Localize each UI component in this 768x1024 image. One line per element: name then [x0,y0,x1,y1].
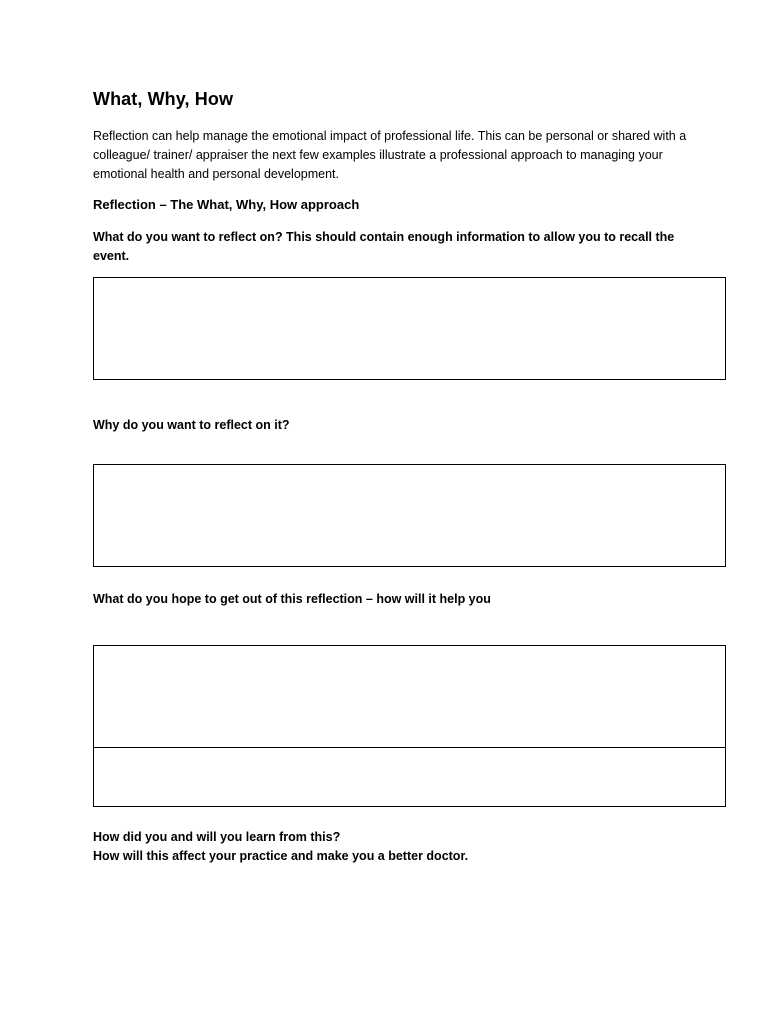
prompt-learn-line-2: How will this affect your practice and make you a better doctor. [93,849,469,863]
prompt-learn [93,828,468,866]
answer-box-why[interactable] [93,464,726,567]
page-title: What, Why, How [93,89,234,109]
answer-box-what[interactable] [93,277,726,380]
prompt-what: What do you want to reflect on? This should contain enough information to allow you to recall the event. [93,230,675,263]
answer-box-hope-continuation[interactable] [93,748,726,807]
answer-box-hope[interactable] [93,645,726,748]
section-heading: Reflection – The What, Why, How approach [93,197,360,212]
prompt-why: Why do you want to reflect on it? [93,418,290,432]
intro-paragraph: Reflection can help manage the emotional impact of professional life. This can be personal or shared with a colleague/ trainer/ appraiser the next few examples illustrate a professional approach to managing your emotional health and personal development. [93,129,687,181]
prompt-hope: What do you hope to get out of this reflection – how will it help you [93,592,491,606]
prompt-learn-line-1: How did you and will you learn from this? [93,830,341,844]
